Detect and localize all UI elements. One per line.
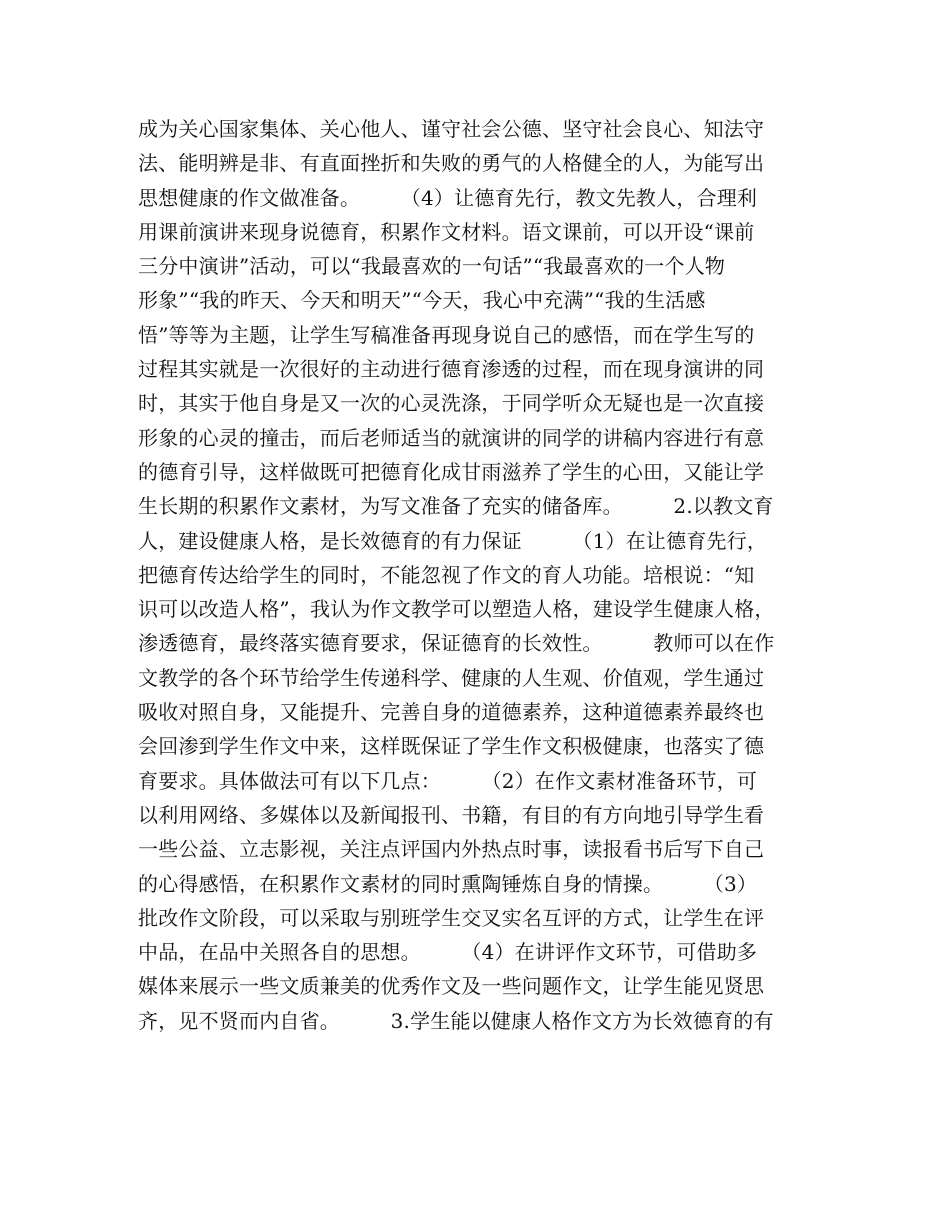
text-line: 生长期的积累作文素材，为写文准备了充实的储备库。 2.以教文育 xyxy=(138,494,774,519)
text-line: 思想健康的作文做准备。 （4）让德育先行，教文先教人，合理利 xyxy=(138,185,758,210)
text-line: 齐，见不贤而内自省。 3.学生能以健康人格作文方为长效德育的有 xyxy=(138,1008,774,1033)
text-line: 形象的心灵的撞击，而后老师适当的就演讲的同学的讲稿内容进行有意 xyxy=(138,425,765,450)
body-text xyxy=(138,112,828,1038)
text-line: 的德育引导，这样做既可把德育化成甘雨滋养了学生的心田，又能让学 xyxy=(138,459,765,484)
text-line: 媒体来展示一些文质兼美的优秀作文及一些问题作文，让学生能见贤思 xyxy=(138,974,765,999)
text-line: 批改作文阶段，可以采取与别班学生交叉实名互评的方式，让学生在评 xyxy=(138,905,765,930)
text-line: 过程其实就是一次很好的主动进行德育渗透的过程，而在现身演讲的同 xyxy=(138,357,765,382)
text-line: 中品，在品中关照各自的思想。 （4）在讲评作文环节，可借助多 xyxy=(138,940,758,965)
text-line: 形象”“我的昨天、今天和明天”“今天，我心中充满”“我的生活感 xyxy=(138,288,706,313)
text-line: 渗透德育，最终落实德育要求，保证德育的长效性。 教师可以在作 xyxy=(138,631,775,656)
text-line: 识可以改造人格”，我认为作文教学可以塑造人格，建设学生健康人格， xyxy=(138,597,775,622)
text-line: 用课前演讲来现身说德育，积累作文材料。语文课前，可以开设“课前 xyxy=(138,219,755,244)
text-line: 人，建设健康人格，是长效德育的有力保证 （1）在让德育先行， xyxy=(138,528,768,553)
text-line: 法、能明辨是非、有直面挫折和失败的勇气的人格健全的人，为能写出 xyxy=(138,151,765,176)
text-line: 三分中演讲”活动，可以“我最喜欢的一句话”“我最喜欢的一个人物 xyxy=(138,254,726,279)
text-line: 育要求。具体做法可有以下几点： （2）在作文素材准备环节，可 xyxy=(138,768,758,793)
text-line: 会回渗到学生作文中来，这样既保证了学生作文积极健康，也落实了德 xyxy=(138,734,765,759)
text-line: 的心得感悟，在积累作文素材的同时熏陶锤炼自身的情操。 （3） xyxy=(138,871,758,896)
text-line: 成为关心国家集体、关心他人、谨守社会公德、坚守社会良心、知法守 xyxy=(138,117,765,141)
text-line: 以利用网络、多媒体以及新闻报刊、书籍，有目的有方向地引导学生看 xyxy=(138,802,765,827)
text-line: 时，其实于他自身是又一次的心灵洗涤，于同学听众无疑也是一次直接 xyxy=(138,391,765,416)
text-line: 文教学的各个环节给学生传递科学、健康的人生观、价值观，学生通过 xyxy=(138,665,765,690)
text-line: 一些公益、立志影视，关注点评国内外热点时事，读报看书后写下自己 xyxy=(138,837,765,862)
text-line: 把德育传达给学生的同时，不能忽视了作文的育人功能。培根说：“知 xyxy=(138,562,755,587)
text-line: 吸收对照自身，又能提升、完善自身的道德素养，这种道德素养最终也 xyxy=(138,700,765,725)
text-line: 悟”等等为主题，让学生写稿准备再现身说自己的感悟，而在学生写的 xyxy=(138,322,755,347)
